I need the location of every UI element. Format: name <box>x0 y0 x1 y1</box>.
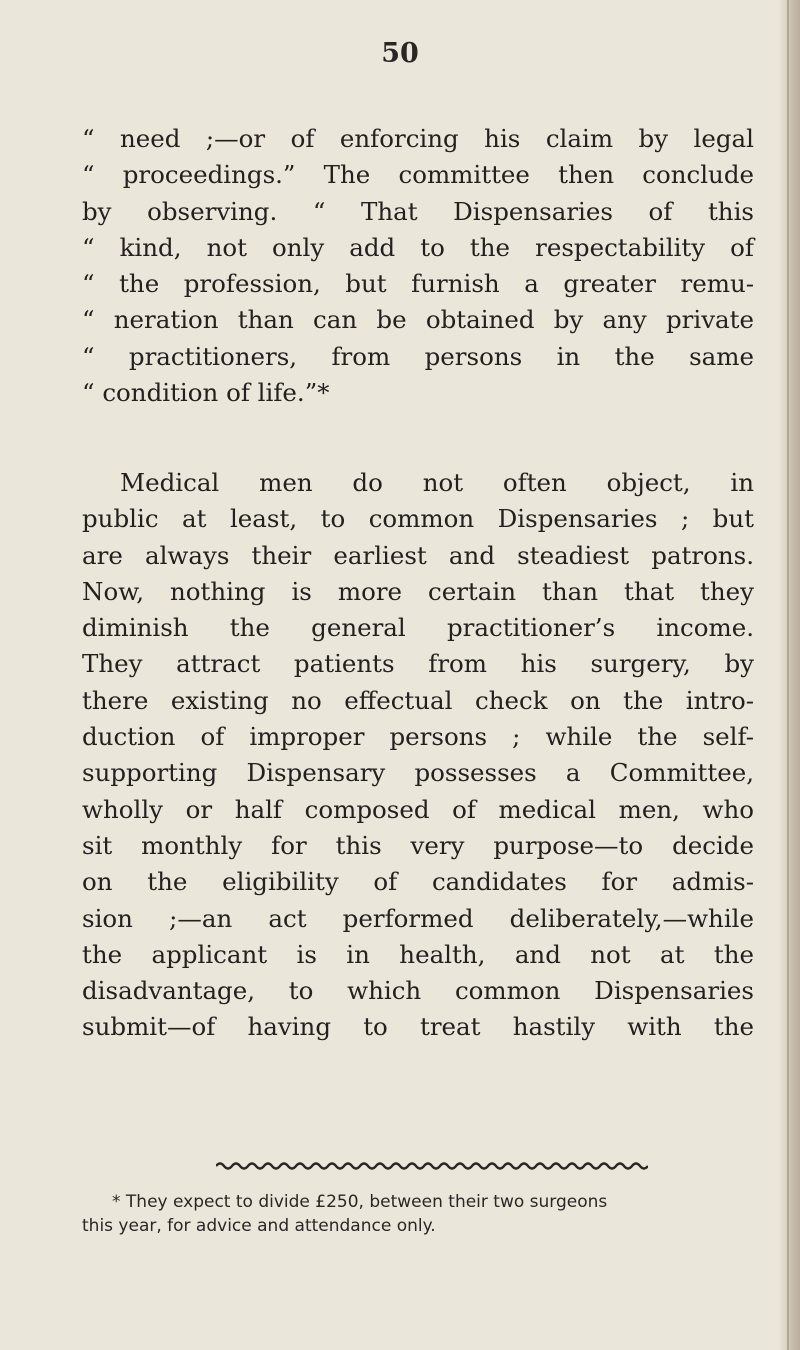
paragraph-line-6: They attract patients from his surgery, by <box>82 649 754 679</box>
quote-line-3: by observing. “ That Dispensaries of this <box>82 196 754 226</box>
paragraph-line-2: public at least, to common Dispensaries ; but <box>82 504 754 534</box>
quote-line-4: “ kind, not only add to the respectability of <box>82 232 754 262</box>
footnote-line-1: * They expect to divide £250, between their two surgeons <box>112 1192 608 1212</box>
paragraph-line-8: duction of improper persons ; while the self- <box>82 722 754 752</box>
footnote-divider-ornament <box>216 1160 648 1172</box>
paragraph-line-13: sion ;—an act performed deliberately,—while <box>82 903 754 933</box>
footnote-line-2: this year, for advice and attendance only. <box>82 1216 436 1236</box>
quote-line-7: “ practitioners, from persons in the same <box>82 341 754 371</box>
page-number: 50 <box>381 38 419 69</box>
quote-line-8: “ condition of life.”* <box>82 378 330 408</box>
quote-line-1: “ need ;—or of enforcing his claim by legal <box>82 124 754 153</box>
quote-line-6: “ neration than can be obtained by any private <box>82 305 754 335</box>
paragraph-line-16: submit—of having to treat hastily with the <box>82 1012 754 1042</box>
page-edge-line <box>787 0 789 1350</box>
body-paragraph <box>82 465 754 1046</box>
quoted-passage <box>82 121 754 411</box>
footnote <box>82 1190 754 1238</box>
paragraph-line-1: Medical men do not often object, in <box>120 468 754 497</box>
paragraph-line-4: Now, nothing is more certain than that they <box>82 576 754 606</box>
quote-line-5: “ the profession, but furnish a greater remu- <box>82 269 754 299</box>
quote-line-2: “ proceedings.” The committee then conclude <box>82 160 754 190</box>
paragraph-line-9: supporting Dispensary possesses a Committee, <box>82 758 754 788</box>
paragraph-line-7: there existing no effectual check on the intro- <box>82 685 754 715</box>
paragraph-line-11: sit monthly for this very purpose—to decide <box>82 830 754 860</box>
paragraph-line-15: disadvantage, to which common Dispensaries <box>82 976 754 1006</box>
page-edge-shadow <box>778 0 800 1350</box>
paragraph-line-12: on the eligibility of candidates for admis- <box>82 867 754 897</box>
paragraph-line-10: wholly or half composed of medical men, who <box>82 794 754 824</box>
paragraph-line-3: are always their earliest and steadiest patrons. <box>82 540 754 570</box>
paragraph-line-14: the applicant is in health, and not at the <box>82 939 754 969</box>
paragraph-line-5: diminish the general practitioner’s income. <box>82 613 754 643</box>
